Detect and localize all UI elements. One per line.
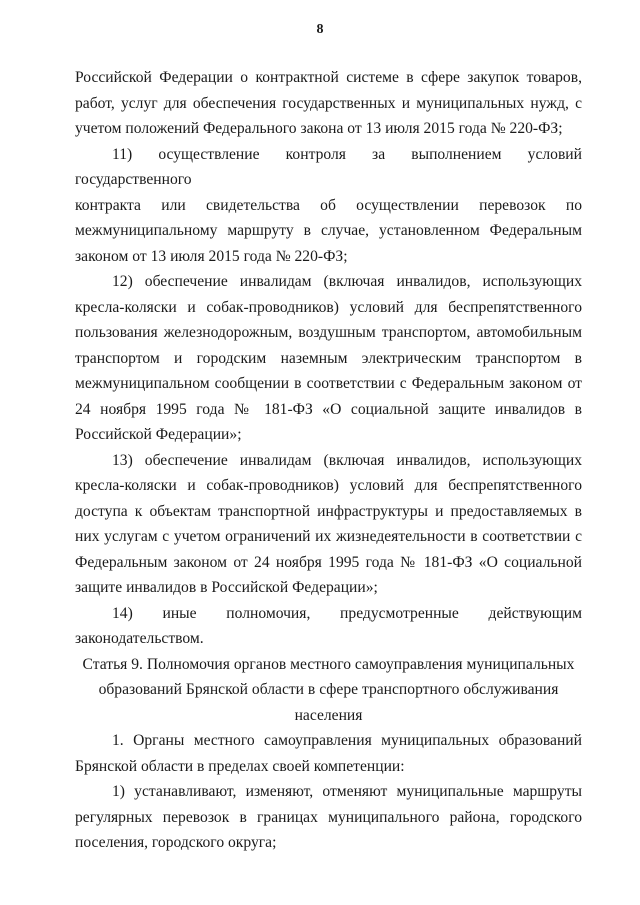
word: об <box>320 196 336 214</box>
word: свидетельства <box>205 196 300 214</box>
paragraph-item-13: 13) обеспечение инвалидам (включая инвалидов, использующих кресла-коляски и собак-проводников) условий для беспрепятственного доступа к объектам транспортной инфраструктуры и предоставляемых в них услугам с учетом ограничений их жизнедеятельности в соответствии с Федеральным законом от 24 ноября 1995 года № 181-ФЗ «О социальной защите инвалидов в Российской Федерации»; <box>75 451 582 596</box>
word: полномочия, <box>226 604 311 622</box>
paragraph-item-11-line-1: 11) осуществление контроля за выполнением условий государственного <box>75 145 582 188</box>
paragraph-item-11 <box>75 142 582 270</box>
article-9-title: Статья 9. Полномочия органов местного самоуправления муниципальных образований Брянской области в сфере транспортного обслуживания населения <box>82 655 575 724</box>
paragraph-item-12: 12) обеспечение инвалидам (включая инвалидов, использующих кресла-коляски и собак-проводников) условий для беспрепятственного пользования железнодорожным, воздушным транспортом, автомобильным транспортом и городским наземным электрическим транспортом в межмуниципальном сообщении в соответствии с Федеральным законом от 24 ноября 1995 года № 181-ФЗ «О социальной защите инвалидов в Российской Федерации»; <box>75 273 582 443</box>
paragraph-item-11-line-2 <box>75 193 582 219</box>
word: действующим <box>488 604 582 622</box>
word: 14) <box>112 604 133 622</box>
paragraph-item-11-rest: межмуниципальному маршруту в случае, установленном Федеральным законом от 13 июля 2015 года № 220-ФЗ; <box>75 222 582 265</box>
document-body <box>75 65 582 856</box>
page-number: 8 <box>316 22 324 37</box>
paragraph-item-14-line-1 <box>75 601 582 627</box>
paragraph-continuation: Российской Федерации о контрактной системе в сфере закупок товаров, работ, услуг для обеспечения государственных и муниципальных нужд, с учетом положений Федерального закона от 13 июля 2015 года № 220-ФЗ; <box>75 69 582 137</box>
word: по <box>565 196 582 214</box>
word: или <box>161 196 186 214</box>
article-9-clause-1-item-1: 1) устанавливают, изменяют, отменяют муниципальные маршруты регулярных перевозок в границах муниципального района, городского поселения, городского округа; <box>75 783 582 851</box>
word: предусмотренные <box>340 604 459 622</box>
word: перевозок <box>479 196 546 214</box>
paragraph-item-14-rest: законодательством. <box>75 630 204 647</box>
word: контракта <box>75 196 141 214</box>
paragraph-item-14 <box>75 601 582 652</box>
word: иные <box>162 604 197 622</box>
word: осуществлении <box>356 196 459 214</box>
article-9-clause-1: 1. Органы местного самоуправления муниципальных образований Брянской области в пределах своей компетенции: <box>75 732 582 775</box>
